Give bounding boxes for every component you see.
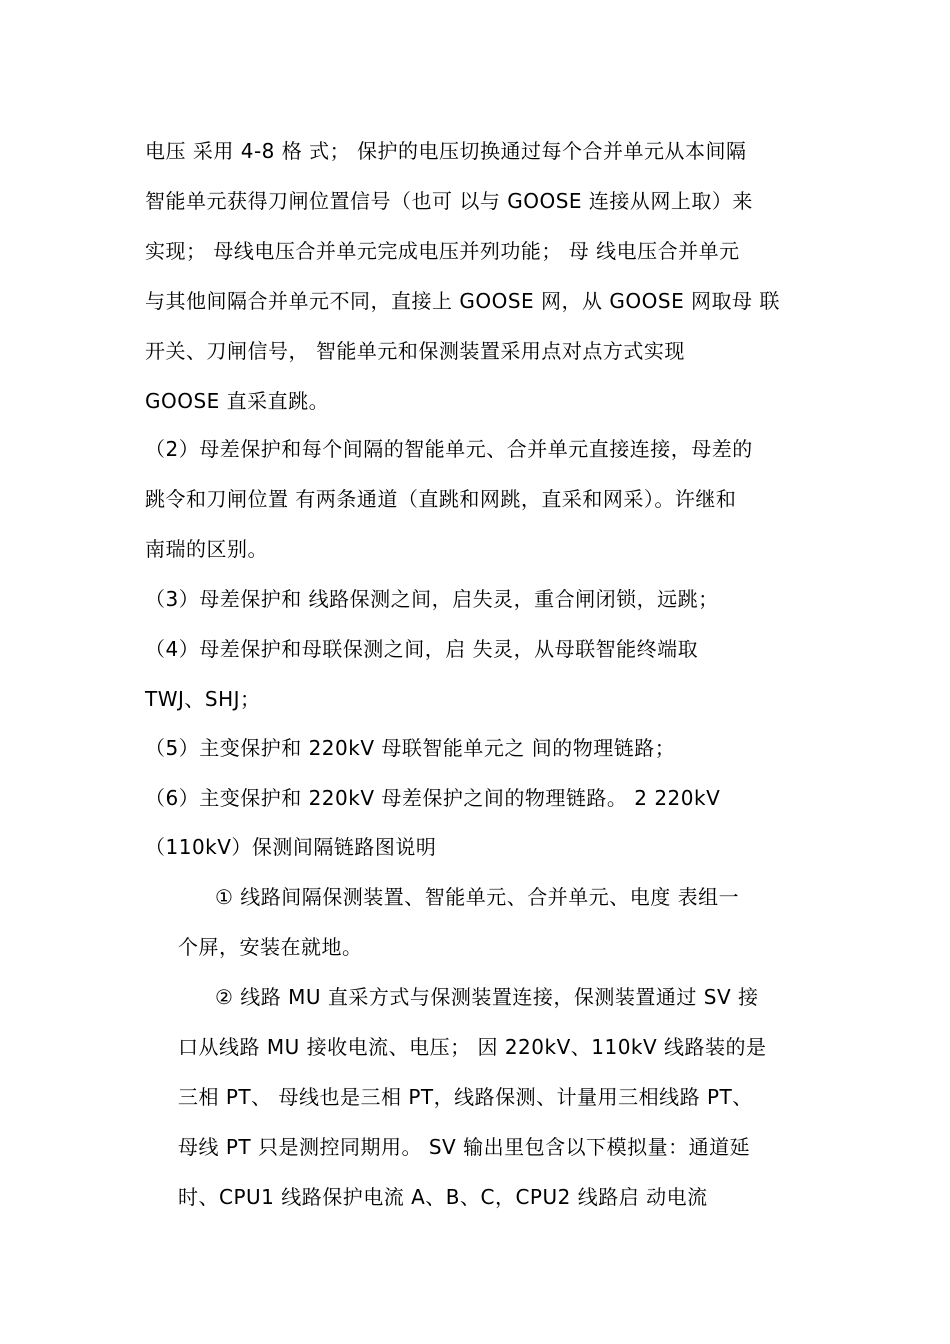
text-line-17: 个屏，安装在就地。 bbox=[178, 935, 363, 959]
text-line-1: 电压 采用 4-8 格 式； 保护的电压切换通过每个合并单元从本间隔 bbox=[145, 139, 747, 163]
text-line-20: 三相 PT、 母线也是三相 PT，线路保测、计量用三相线路 PT、 bbox=[178, 1085, 753, 1109]
text-line-22: 时、CPU1 线路保护电流 A、B、C，CPU2 线路启 动电流 bbox=[178, 1185, 708, 1209]
text-line-6: GOOSE 直采直跳。 bbox=[145, 389, 330, 413]
text-line-19: 口从线路 MU 接收电流、电压； 因 220kV、110kV 线路装的是 bbox=[178, 1035, 767, 1059]
text-line-5: 开关、刀闸信号， 智能单元和保测装置采用点对点方式实现 bbox=[145, 339, 685, 363]
text-line-7: （2）母差保护和每个间隔的智能单元、合并单元直接连接，母差的 bbox=[145, 437, 753, 461]
text-line-2: 智能单元获得刀闸位置信号（也可 以与 GOOSE 连接从网上取）来 bbox=[145, 189, 753, 213]
text-line-4: 与其他间隔合并单元不同，直接上 GOOSE 网，从 GOOSE 网取母 联 bbox=[145, 289, 780, 313]
text-line-16: ① 线路间隔保测装置、智能单元、合并单元、电度 表组一 bbox=[215, 885, 740, 909]
text-line-12: TWJ、SHJ； bbox=[145, 687, 261, 711]
text-line-21: 母线 PT 只是测控同期用。 SV 输出里包含以下模拟量：通道延 bbox=[178, 1135, 751, 1159]
text-line-18: ② 线路 MU 直采方式与保测装置连接，保测装置通过 SV 接 bbox=[215, 985, 759, 1009]
text-line-11: （4）母差保护和母联保测之间，启 失灵，从母联智能终端取 bbox=[145, 637, 699, 661]
text-line-3: 实现； 母线电压合并单元完成电压并列功能； 母 线电压合并单元 bbox=[145, 239, 740, 263]
text-line-8: 跳令和刀闸位置 有两条通道（直跳和网跳，直采和网采）。许继和 bbox=[145, 487, 737, 511]
text-line-13: （5）主变保护和 220kV 母联智能单元之 间的物理链路； bbox=[145, 736, 676, 760]
text-line-9: 南瑞的区别。 bbox=[145, 537, 268, 561]
text-line-14: （6）主变保护和 220kV 母差保护之间的物理链路。 2 220kV bbox=[145, 786, 721, 810]
text-line-10: （3）母差保护和 线路保测之间，启失灵，重合闸闭锁，远跳； bbox=[145, 587, 719, 611]
text-line-15: （110kV）保测间隔链路图说明 bbox=[145, 835, 437, 859]
